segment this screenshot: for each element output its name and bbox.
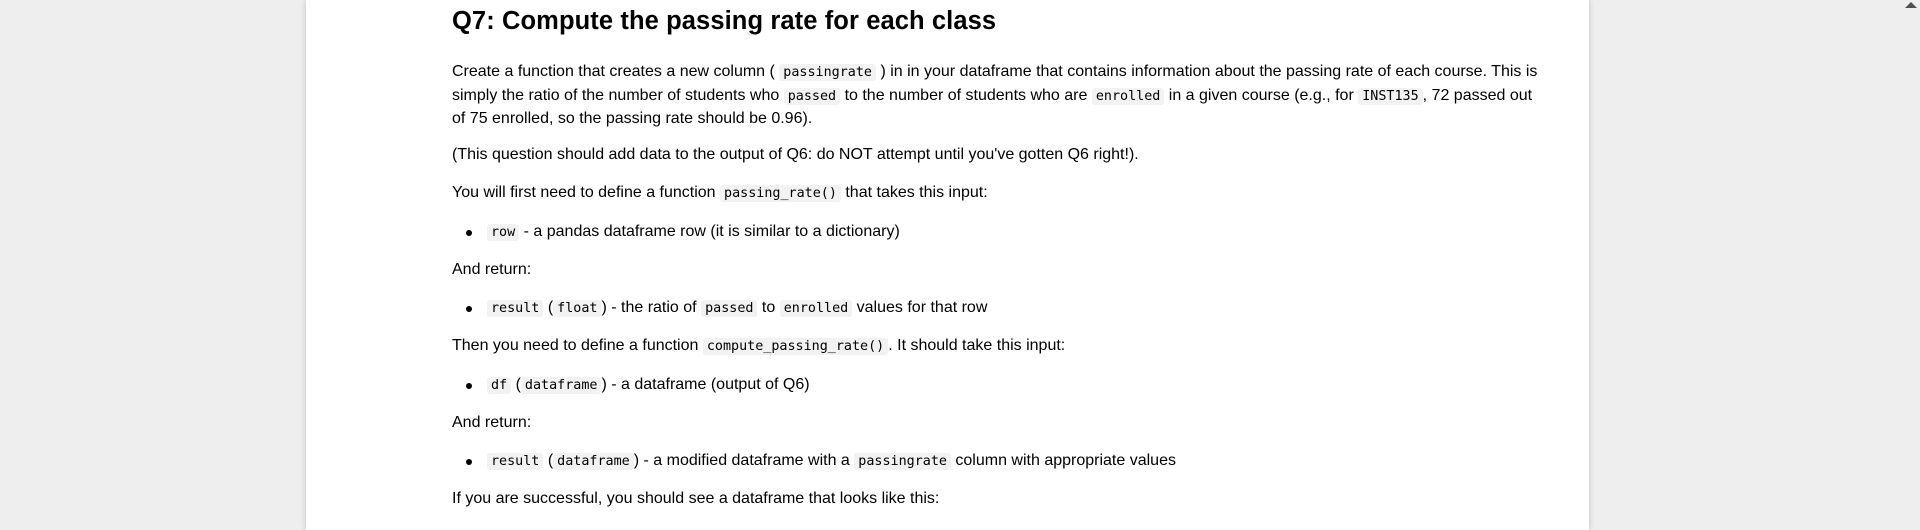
list-item bbox=[452, 450, 1176, 474]
inline-code: row bbox=[487, 224, 519, 241]
note-paragraph: (This question should add data to the output of Q6: do NOT attempt until you've gotten Q6 right!). bbox=[452, 146, 1139, 163]
inline-code: enrolled bbox=[780, 300, 853, 317]
list-item-text: ) - a modified dataframe with a bbox=[633, 452, 850, 469]
list-item bbox=[452, 221, 900, 245]
list-item-text: column with appropriate values bbox=[955, 452, 1176, 469]
list-item-text: to bbox=[761, 299, 776, 316]
inline-code: float bbox=[553, 300, 601, 317]
inline-code: passed bbox=[784, 88, 840, 105]
return-list-1 bbox=[452, 297, 987, 321]
and-return-label: And return: bbox=[452, 261, 532, 278]
inline-code: result bbox=[487, 300, 543, 317]
paragraph-text: Then you need to define a function bbox=[452, 337, 699, 354]
question-heading: Q7: Compute the passing rate for each class bbox=[452, 7, 997, 35]
list-item bbox=[452, 374, 810, 398]
paragraph-text: . It should take this input: bbox=[888, 337, 1066, 354]
paragraph-text: that takes this input: bbox=[845, 184, 988, 201]
input-list-1 bbox=[452, 221, 900, 245]
list-item-text: values for that row bbox=[856, 299, 988, 316]
inline-code: dataframe bbox=[521, 377, 602, 394]
paragraph-text: You will first need to define a function bbox=[452, 184, 716, 201]
intro-text: in a given course (e.g., for bbox=[1168, 86, 1354, 104]
list-item-text: ( bbox=[515, 376, 521, 393]
closing-paragraph: If you are successful, you should see a dataframe that looks like this: bbox=[452, 490, 940, 507]
list-item-text: ) - a dataframe (output of Q6) bbox=[601, 376, 810, 393]
intro-text: to the number of students who are bbox=[844, 86, 1088, 104]
list-item-text: ( bbox=[547, 452, 554, 469]
and-return-label: And return: bbox=[452, 414, 532, 431]
inline-code: result bbox=[487, 453, 543, 470]
intro-text: simply the ratio of the number of students who bbox=[452, 86, 780, 104]
list-item-text: - a pandas dataframe row (it is similar to a dictionary) bbox=[523, 223, 900, 240]
return-list-2 bbox=[452, 450, 1176, 474]
list-item bbox=[452, 297, 987, 321]
inline-code: passed bbox=[701, 300, 757, 317]
inline-code: compute_passing_rate() bbox=[703, 338, 888, 355]
intro-text: , 72 passed out bbox=[1422, 86, 1533, 104]
inline-code: dataframe bbox=[553, 453, 634, 470]
notebook-page bbox=[306, 0, 1589, 530]
intro-text: Create a function that creates a new column ( bbox=[452, 63, 775, 80]
intro-text: of 75 enrolled, so the passing rate should be 0.96). bbox=[452, 110, 813, 127]
scroll-up-arrow-icon[interactable] bbox=[1905, 2, 1917, 8]
inline-code: passing_rate() bbox=[720, 185, 841, 202]
inline-code: enrolled bbox=[1092, 88, 1165, 105]
second-function-paragraph bbox=[452, 335, 1065, 359]
inline-code: INST135 bbox=[1358, 88, 1422, 105]
inline-code: passingrate bbox=[854, 453, 951, 470]
first-function-paragraph bbox=[452, 182, 988, 206]
intro-text: ) in in your dataframe that contains information about the passing rate of each course. This is bbox=[880, 63, 1538, 80]
list-item-text: ( bbox=[547, 299, 554, 316]
intro-paragraph bbox=[452, 61, 1537, 131]
inline-code: passingrate bbox=[779, 64, 876, 81]
inline-code: df bbox=[487, 377, 511, 394]
input-list-2 bbox=[452, 374, 810, 398]
list-item-text: ) - the ratio of bbox=[601, 299, 697, 316]
